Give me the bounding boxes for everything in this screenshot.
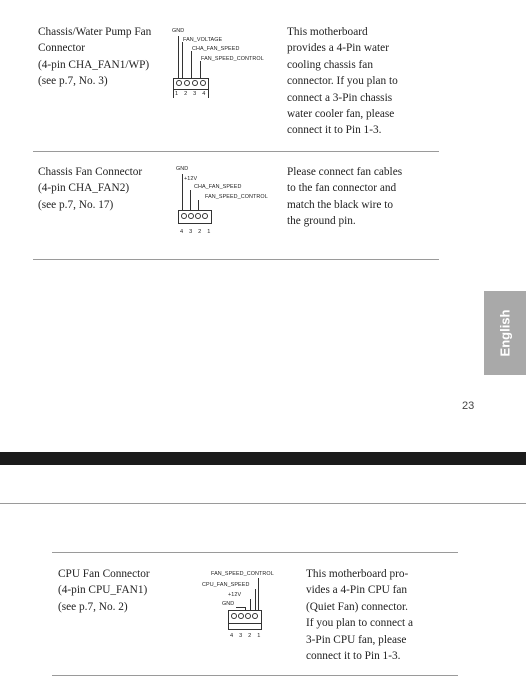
pin-diagram: GND +12V CHA_FAN_SPEED FAN_SPEED_CONTROL 4 3 2 1 (176, 166, 268, 235)
page-separator-band (0, 452, 526, 465)
pin-diagram: FAN_SPEED_CONTROL CPU_FAN_SPEED +12V GND 4 3 2 1 (202, 571, 274, 639)
section-divider (33, 151, 439, 152)
section-divider (0, 503, 526, 504)
section-divider (52, 552, 458, 553)
connector-label: Chassis/Water Pump Fan Connector (4-pin CHA_FAN1/WP) (see p.7, No. 3) (38, 26, 152, 88)
connector-description: This motherboard pro- vides a 4-Pin CPU fan (Quiet Fan) connector. If you plan to connect a 3-Pin CPU fan, please connect it to Pin 1-3. (306, 568, 413, 663)
connector-description: This motherboard provides a 4-Pin water cooling chassis fan connector. If you plan to connect a 3-Pin chassis water cooler fan, please connect it to Pin 1-3. (287, 26, 398, 137)
connector-label: CPU Fan Connector (4-pin CPU_FAN1) (see p.7, No. 2) (58, 568, 150, 613)
page-number: 23 (462, 400, 475, 412)
connector-label: Chassis Fan Connector (4-pin CHA_FAN2) (see p.7, No. 17) (38, 166, 143, 211)
language-tab: English (484, 291, 526, 375)
manual-page-bottom (0, 465, 526, 682)
pin-diagram: GND FAN_VOLTAGE CHA_FAN_SPEED FAN_SPEED_CONTROL 1 2 3 4 (172, 28, 264, 97)
connector-description: Please connect fan cables to the fan connector and match the black wire to the ground pin. (287, 166, 403, 228)
section-divider (52, 675, 458, 676)
section-divider (33, 259, 439, 260)
